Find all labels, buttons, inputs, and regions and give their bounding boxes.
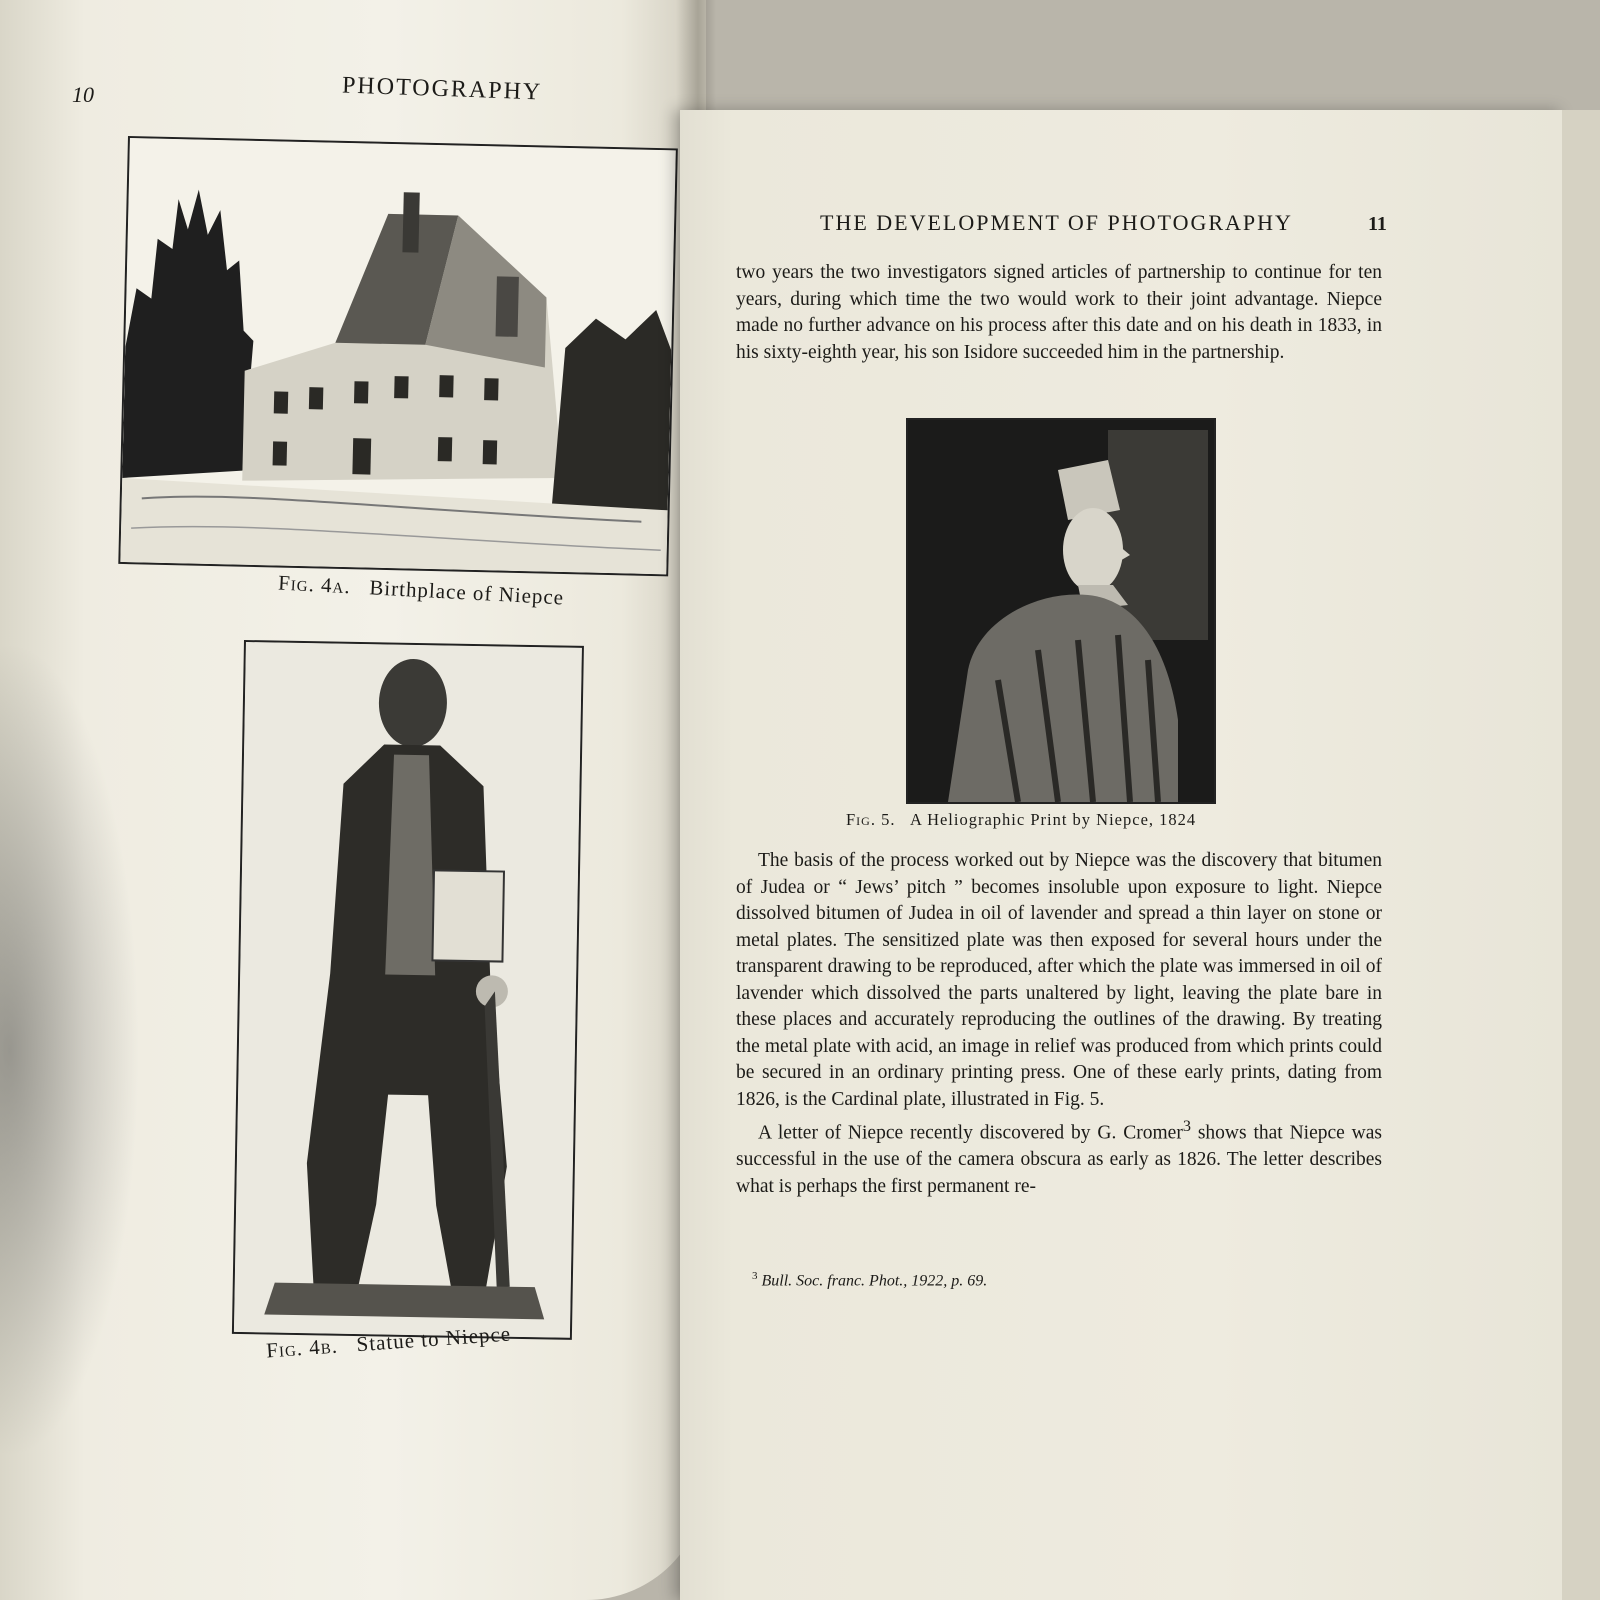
fig-5-title: A Heliographic Print by Niepce, 1824 <box>909 810 1197 829</box>
paragraph-3-end: shows that Niepce was successful in the use of the camera obscura as early as 1826. The letter describes what is perhaps the first permanent re- <box>736 1122 1382 1197</box>
paragraph-1: two years the two investigators signed articles of partnership to continue for ten years, during which time the two would work to their joint advantage. Niepce made no further advance on his process after this date and on his death in 1833, in his sixty-eighth year, his son Isidore succeeded him in the partnership. <box>736 262 1382 363</box>
paragraph-3 <box>736 1113 1382 1200</box>
figure-4a-birthplace <box>118 136 678 576</box>
page-number-left: 10 <box>72 82 94 107</box>
fig-4a-label: Fig. 4a. <box>277 570 352 599</box>
fig-4a-title: Birthplace of Niepce <box>368 575 565 610</box>
birthplace-illustration <box>120 138 675 574</box>
figure-4b-statue <box>232 640 584 1340</box>
caption-fig-5 <box>846 810 1196 830</box>
footnote <box>752 1270 987 1290</box>
fig-4b-label: Fig. 4b. <box>265 1333 339 1363</box>
cardinal-portrait <box>908 420 1214 802</box>
right-page <box>680 110 1565 1600</box>
statue-illustration <box>234 642 582 1338</box>
text-block-top <box>736 260 1382 366</box>
figure-5-heliographic-print <box>906 418 1216 804</box>
footnote-text: Bull. Soc. franc. Phot., 1922, p. 69. <box>761 1272 988 1290</box>
paragraph-3-start: A letter of Niepce recently discovered by G. Cromer <box>758 1122 1183 1144</box>
text-block-bottom <box>736 848 1382 1200</box>
paragraph-2: The basis of the process worked out by Niepce was the discovery that bitumen of Judea or “ Jews’ pitch ” becomes insoluble upon exposure to light. Niepce dissolved bitumen of Judea in oil of lavender and spread a thin layer on stone or metal plates. The sensitized plate was then exposed for several hours under the transparent drawing to be reproduced, after which the plate was immersed in oil of lavender which dissolved the parts unaltered by light, leaving the plate bare in these places and accurately reproducing the outlines of the drawing. By treating the metal plate with acid, an image in relief was produced from which prints could be secured in an ordinary printing press. One of these early prints, dating from 1826, is the Cardinal plate, illustrated in Fig. 5. <box>736 850 1382 1110</box>
fig-5-label: Fig. 5. <box>846 810 896 829</box>
running-head-right: THE DEVELOPMENT OF PHOTOGRAPHY <box>820 210 1293 235</box>
page-edge-right <box>1562 110 1600 1600</box>
running-head-left: PHOTOGRAPHY <box>341 72 543 106</box>
left-page <box>0 0 706 1600</box>
footnote-reference: 3 <box>1182 1117 1191 1135</box>
fig-4b-title: Statue to Niepce <box>355 1321 512 1357</box>
page-number-right: 11 <box>1368 213 1387 235</box>
footnote-number: 3 <box>752 1270 758 1282</box>
caption-fig-4a <box>278 571 565 611</box>
